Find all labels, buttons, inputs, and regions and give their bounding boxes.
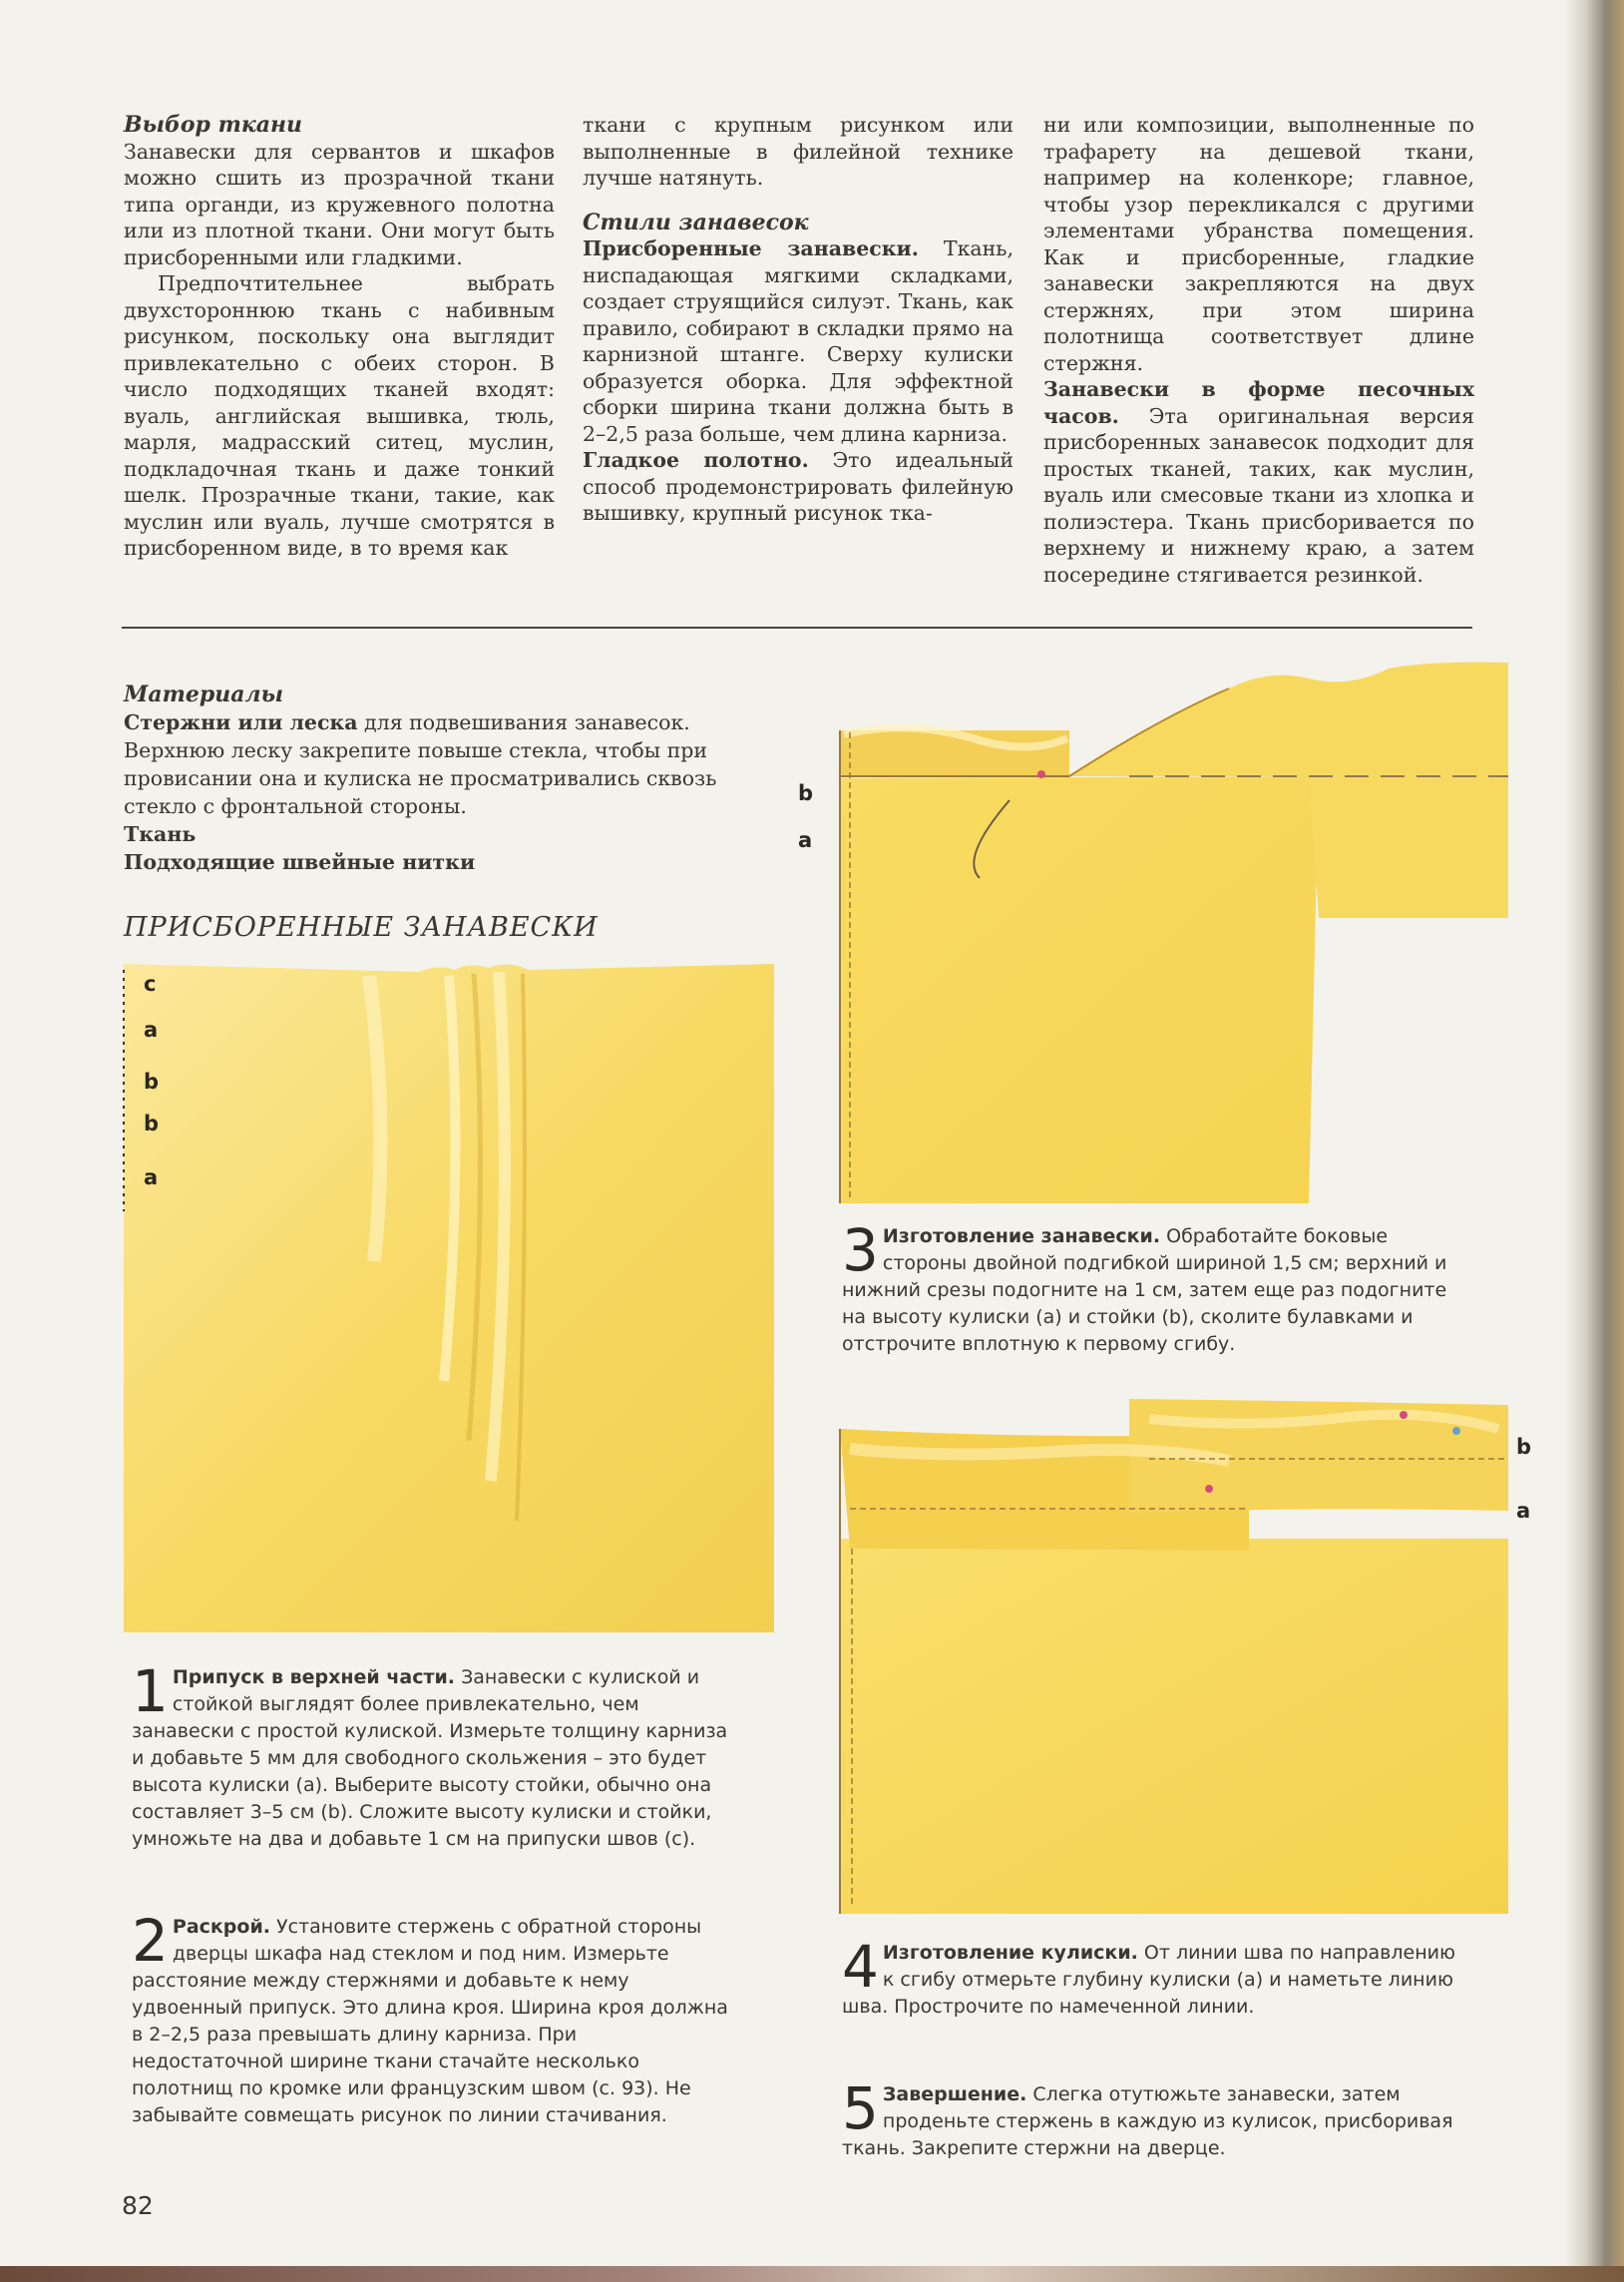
dimension-label: b [144,1112,160,1136]
section-title: ПРИСБОРЕННЫЕ ЗАНАВЕСКИ [124,912,599,943]
term-gathered: Присборенные занавески. [583,236,919,260]
step-1 [132,1657,734,1853]
step-2 [132,1907,734,2129]
figure-casing [830,1389,1508,1914]
paragraph: Занавески для сервантов и шкафов можно сшить из прозрачной ткани типа органди, из кружевного полотна или из плотной ткани. Они могут быть присборенными или гладкими. [124,139,555,269]
step-3 [842,1216,1466,1358]
term-hourglass: Занавески в форме песочных часов. [1043,377,1474,428]
step-text: От линии шва по направлению к сгибу отмерьте глубину кулиски (a) и наметьте линию шва. Прострочите по намеченной линии. [842,1942,1455,2018]
heading-fabric-choice: Выбор ткани [124,112,303,138]
paragraph [583,235,1014,447]
bottom-photo-strip [0,2266,1624,2282]
dimension-label: b [144,1070,160,1094]
material-rods-text: для подвешивания занавесок. Верхнюю леску закрепите повыше стекла, чтобы при провисании она и кулиска не просматривались сквозь стекло с фронтальной стороны. [124,710,717,818]
step-number: 5 [842,2074,879,2142]
heading-curtain-styles: Стили занавесок [583,209,809,235]
step-text: Установите стержень с обратной стороны дверцы шкафа над стеклом и под ним. Измерьте расстояние между стержнями и добавьте к нему удвоенный припуск. Это длина кроя. Ширина кроя должна в 2–2,5 раза превышать длину карниза. При недостаточной ширине ткани стачайте несколько полотнищ по кромке или французским швом (с. 93). Не забывайте совмещать рисунок по линии стачивания. [132,1916,728,2126]
paragraph-text: Эта оригинальная версия присборенных занавесок подходит для простых тканей, таких, как муслин, вуаль или смесовые ткани из хлопка и полиэстера. Ткань присборивается по верхнему и нижнему краю, а затем посередине стягивается резинкой. [1043,403,1474,587]
step-text: Занавески с кулиской и стойкой выглядят более привлекательно, чем занавески с простой кулиской. Измерьте толщину карниза и добавьте 5 мм для свободного скольжения – это будет высота кулиски (a). Выберите высоту стойки, обычно она составляет 3–5 см (b). Сложите высоту кулиски и стойки, умножьте на два и добавьте 1 см на припуски швов (c). [132,1666,728,1850]
step-title: Изготовление кулиски. [882,1942,1138,1964]
dimension-label: b [1516,1435,1532,1459]
dimension-label: a [144,1018,159,1042]
heading-materials: Материалы [124,682,284,707]
text-column-2 [583,112,1014,527]
step-title: Раскрой. [172,1916,270,1938]
paragraph-text: Это идеальный способ продемонстрировать филейную вышивку, крупный рисунок тка- [583,448,1014,525]
paragraph [583,447,1014,527]
step-4 [842,1933,1466,2021]
step-number: 4 [842,1933,879,2001]
materials-block [124,681,772,876]
text-column-3 [1043,112,1474,588]
step-number: 3 [842,1216,879,1284]
step-title: Изготовление занавески. [882,1225,1161,1247]
paragraph: Предпочтительнее выбрать двухстороннюю ткань с набивным рисунком, поскольку она выглядит привлекательно с обеих сторон. В число подходящих тканей входят: вуаль, английская вышивка, тюль, марля, мадрасский ситец, муслин, подкладочная ткань и даже тонкий шелк. Прозрачные ткани, такие, как муслин или вуаль, лучше смотрятся в присборенном виде, в то время как [124,271,555,560]
step-title: Припуск в верхней части. [172,1666,456,1688]
paragraph-text: Ткань, ниспадающая мягкими складками, создает струящийся силуэт. Ткань, как правило, собирают в складки прямо на карнизной штанге. Сверху кулиски образуется оборка. Для эффектной сборки ширина ткани должна быть в 2–2,5 раза больше, чем длина карниза. [583,236,1014,446]
term-flat: Гладкое полотно. [583,448,809,472]
paragraph: ни или композиции, выполненные по трафарету на дешевой ткани, например на коленкоре; главное, чтобы узор перекликался с другими элементами убранства помещения. Как и присборенные, гладкие занавески закрепляются на двух стержнях, при этом ширина полотнища соответствует длине стержня. [1043,113,1474,375]
figure-gathered-curtain [120,962,778,1632]
dimension-label: a [798,828,813,852]
step-5 [842,2074,1466,2162]
material-fabric: Ткань [124,822,197,846]
page-binding-shadow [1564,0,1624,2282]
material-rods: Стержни или леска [124,710,358,734]
step-text: Обработайте боковые стороны двойной подгибкой шириной 1,5 см; верхний и нижний срезы подогните на 1 см, затем еще раз подогните на высоту кулиски (a) и стойки (b), сколите булавками и отстрочите вплотную к первому сгибу. [842,1225,1447,1355]
dimension-label: a [1516,1499,1531,1523]
dimension-label: a [144,1165,159,1189]
material-thread: Подходящие швейные нитки [124,850,476,874]
page-number: 82 [122,2191,154,2220]
step-number: 2 [132,1907,169,1975]
step-number: 1 [132,1657,169,1725]
step-title: Завершение. [882,2083,1027,2105]
figure-hemming [830,659,1508,1203]
dimension-label: b [798,781,814,805]
step-text: Слегка отутюжьте занавески, затем проденьте стержень в каждую из кулисок, присборивая ткань. Закрепите стержни на дверце. [842,2083,1453,2159]
section-divider [122,627,1472,629]
text-column-1 [124,112,555,562]
paragraph: ткани с крупным рисунком или выполненные в филейной технике лучше натянуть. [583,113,1014,190]
dimension-label: c [144,972,157,996]
paragraph [1043,376,1474,588]
